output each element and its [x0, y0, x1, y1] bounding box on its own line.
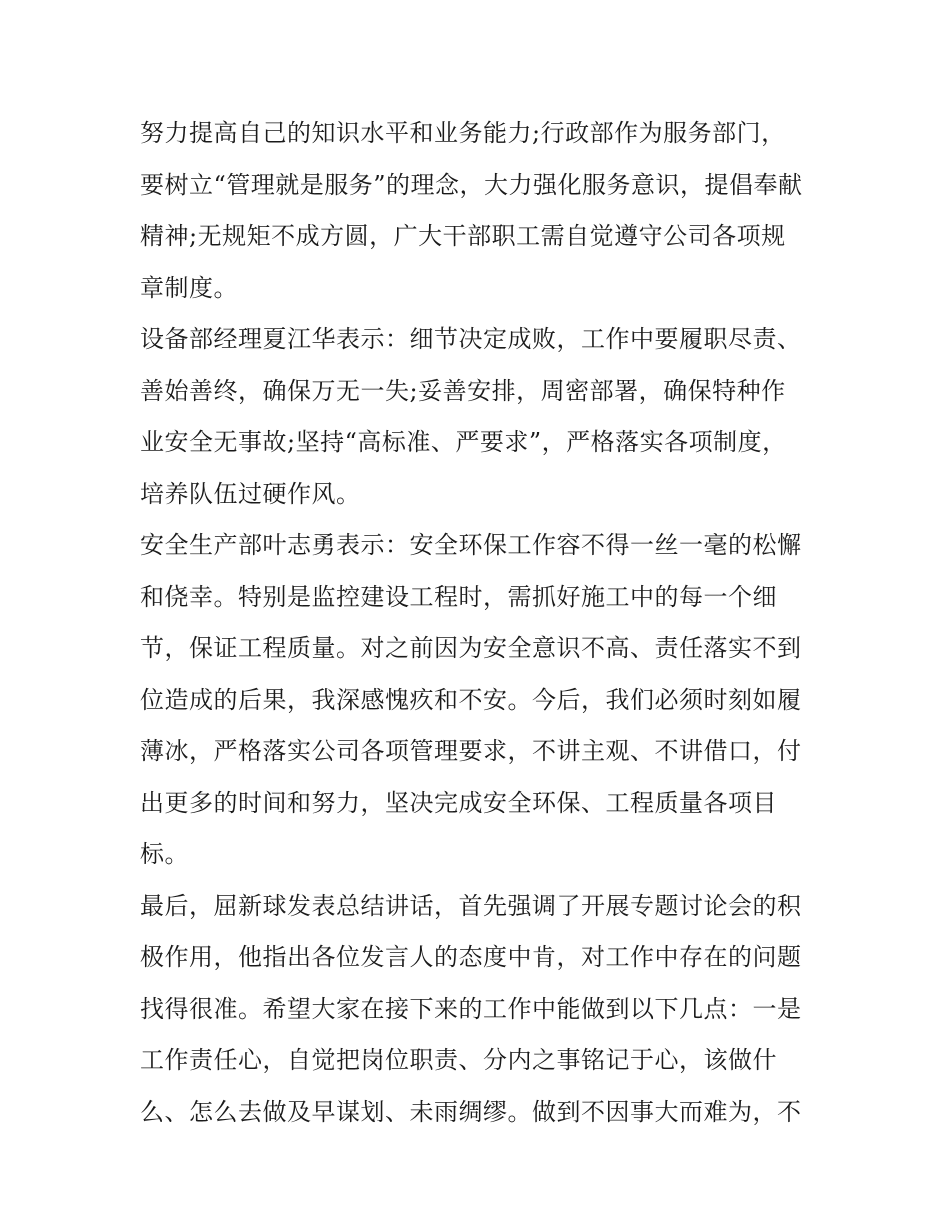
text-line: 和侥幸。特别是监控建设工程时，需抓好施工中的每一个细 [140, 582, 777, 611]
text-line: 善始善终，确保万无一失;妥善安排，周密部署，确保特种作 [140, 376, 786, 405]
text-line: 么、怎么去做及早谋划、未雨绸缪。做到不因事大而难为，不 [140, 1097, 802, 1126]
text-line: 要树立“管理就是服务”的理念，大力强化服务意识，提倡奉献 [140, 170, 803, 199]
text-line: 章制度。 [140, 273, 238, 302]
text-line: 最后，屈新球发表总结讲话，首先强调了开展专题讨论会的积 [140, 891, 802, 920]
text-line: 位造成的后果，我深感愧疚和不安。今后，我们必须时刻如履 [140, 685, 802, 714]
text-line: 找得很准。希望大家在接下来的工作中能做到以下几点：一是 [140, 994, 802, 1023]
body-text [140, 108, 820, 1138]
text-line: 精神;无规矩不成方圆，广大干部职工需自觉遵守公司各项规 [140, 222, 786, 250]
text-line: 业安全无事故;坚持“高标准、严要求”，严格落实各项制度， [140, 428, 787, 456]
text-line: 工作责任心，自觉把岗位职责、分内之事铭记于心，该做什 [140, 1046, 777, 1074]
text-line: 薄冰，严格落实公司各项管理要求，不讲主观、不讲借口，付 [140, 737, 802, 765]
text-line: 节，保证工程质量。对之前因为安全意识不高、责任落实不到 [140, 634, 802, 662]
text-line: 极作用，他指出各位发言人的态度中肯，对工作中存在的问题 [140, 943, 802, 971]
text-line: 标。 [140, 840, 189, 868]
text-line: 努力提高自己的知识水平和业务能力;行政部作为服务部门， [140, 119, 786, 147]
text-line: 设备部经理夏江华表示：细节决定成败，工作中要履职尽责、 [140, 325, 802, 353]
text-line: 安全生产部叶志勇表示：安全环保工作容不得一丝一毫的松懈 [140, 531, 802, 559]
text-line: 出更多的时间和努力，坚决完成安全环保、工程质量各项目 [140, 788, 777, 817]
text-line: 培养队伍过硬作风。 [140, 479, 361, 508]
